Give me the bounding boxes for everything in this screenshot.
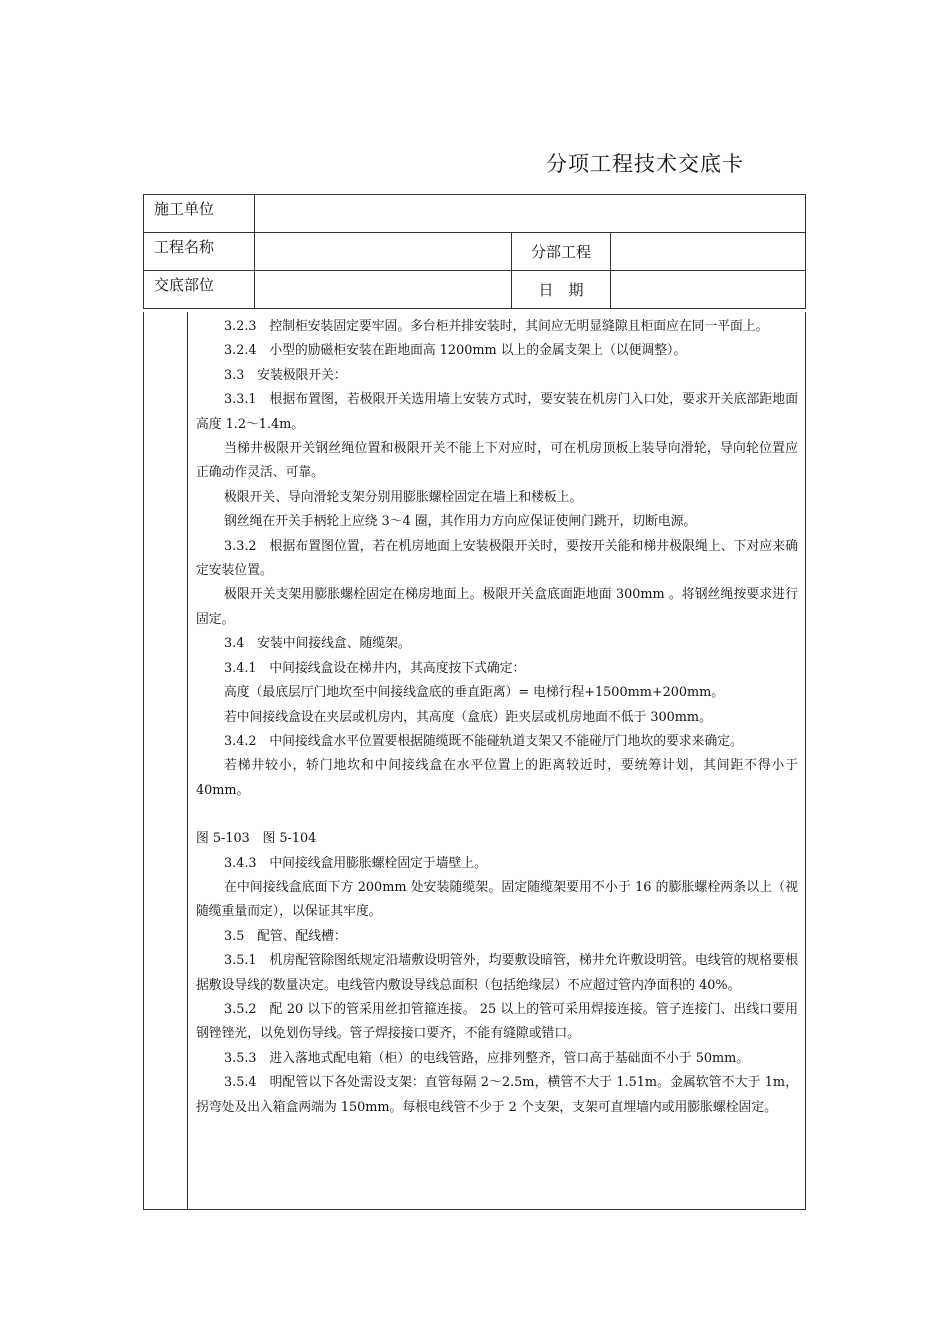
paragraph: 3.4.2 中间接线盒水平位置要根据随缆既不能碰轨道支架又不能碰厅门地坎的要求来确定。 [224,733,743,749]
paragraph: 3.5.3 进入落地式配电箱（柜）的电线管路，应排列整齐，管口高于基础面不小于 50mm。 [224,1050,750,1066]
paragraph: 若梯井较小，轿门地坎和中间接线盒在水平位置上的距离较近时，要统筹计划，其间距不得小于 40mm。 [196,758,798,798]
figure-caption: 图 5-103 图 5-104 [196,831,317,847]
paragraph: 3.2.3 控制柜安装固定要牢固。多台柜并排安装时，其间应无明显缝隙且柜面应在同一平面上。 [224,319,769,334]
paragraph: 3.3 安装极限开关： [224,367,347,383]
sub-project-label: 分部工程 [512,233,611,271]
date-label: 日 期 [512,271,611,309]
blank-line [196,803,798,827]
construction-unit-field[interactable] [255,195,806,233]
paragraph: 在中间接线盒底面下方 200mm 处安装随缆架。固定随缆架要用不小于 16 的膨胀螺栓两条以上（视随缆重量而定），以保证其牢度。 [196,879,798,920]
paragraph: 3.3.2 根据布置图位置，若在机房地面上安装极限开关时，要按开关能和梯井极限绳上、下对应来确定安装位置。 [196,538,798,579]
paragraph: 极限开关支架用膨胀螺栓固定在梯房地面上。极限开关盒底面距地面 300mm 。将钢丝绳按要求进行固定。 [196,587,798,627]
paragraph: 3.2.4 小型的励磁柜安装在距地面高 1200mm 以上的金属支架上（以便调整）。 [224,343,687,359]
paragraph: 3.5.4 明配管以下各处需设支架：直管每隔 2～2.5m，横管不大于 1.51m。金属软管不大于 1m，拐弯处及出入箱盒两端为 150mm。每根电线管不少于 2 个支架，支架可直埋墙内或用膨胀螺栓固定。 [196,1075,798,1115]
project-name-field[interactable] [255,233,512,271]
left-column-divider [187,312,188,1209]
paragraph: 若中间接线盒设在夹层或机房内，其高度（盒底）距夹层或机房地面不低于 300mm。 [224,709,712,725]
paragraph: 3.4.1 中间接线盒设在梯井内，其高度按下式确定： [224,660,526,676]
paragraph: 极限开关、导向滑轮支架分别用膨胀螺栓固定在墙上和楼板上。 [224,489,583,505]
header-table [143,194,806,309]
paragraph: 3.5.1 机房配管除图纸规定沿墙敷设明管外，均要敷设暗管，梯井允许敷设明管。电线管的规格要根据敷设导线的数量决定。电线管内敷设导线总面积（包括绝缘层）不应超过管内净面积的 40%。 [196,953,798,993]
paragraph: 高度（最底层厅门地坎至中间接线盒底的垂直距离）= 电梯行程+1500mm+200mm。 [224,685,725,701]
sub-project-field[interactable] [611,233,806,271]
paragraph: 当梯井极限开关钢丝绳位置和极限开关不能上下对应时，可在机房顶板上装导向滑轮，导向轮位置应正确动作灵活、可靠。 [196,441,798,481]
handover-part-field[interactable] [255,271,512,309]
construction-unit-label: 施工单位 [144,195,255,233]
paragraph: 3.4.3 中间接线盒用膨胀螺栓固定于墙壁上。 [224,855,487,871]
paragraph: 3.3.1 根据布置图，若极限开关选用墙上安装方式时，要安装在机房门入口处，要求开关底部距地面高度 1.2～1.4m。 [196,392,798,432]
page-title: 分项工程技术交底卡 [546,152,744,176]
project-name-label: 工程名称 [144,233,255,271]
handover-part-label: 交底部位 [144,271,255,309]
paragraph: 3.4 安装中间接线盒、随缆架。 [224,636,411,652]
paragraph: 钢丝绳在开关手柄轮上应绕 3～4 圈，其作用力方向应保证使闸门跳开，切断电源。 [224,514,697,530]
content-body [196,315,798,1120]
paragraph: 3.5.2 配 20 以下的管采用丝扣管箍连接。 25 以上的管可采用焊接连接。管子连接门、出线口要用钢锉锉光，以免划伤导线。管子焊接接口要齐，不能有缝隙或错口。 [196,1001,798,1042]
date-field[interactable] [611,271,806,309]
paragraph: 3.5 配管、配线槽： [224,928,347,944]
